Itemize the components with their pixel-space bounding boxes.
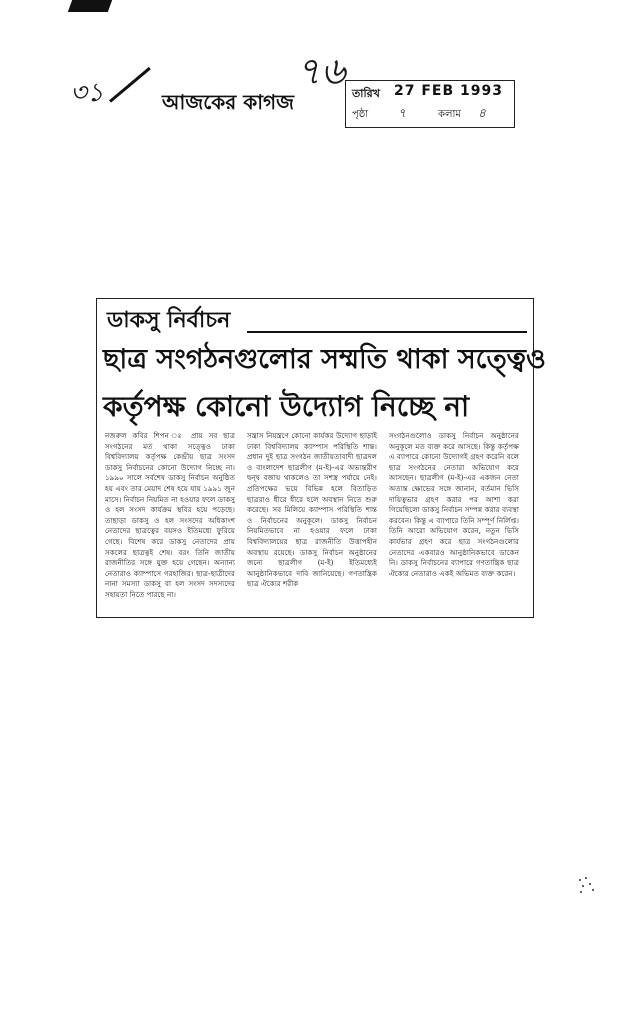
stamp-date-label: তারিখ	[352, 87, 380, 100]
newspaper-name: আজকের কাগজ	[162, 90, 295, 114]
stamp-page-label: পৃষ্ঠা	[352, 109, 369, 120]
stamp-column-value: ৪	[478, 106, 486, 120]
scan-ink-mark	[68, 0, 112, 12]
stamp-column-label: কলাম	[438, 109, 461, 120]
news-clipping	[96, 298, 546, 618]
article-column-2: সন্ত্রাস নিয়ন্ত্রণে কোনো কার্যকর উদ্যোগ ছাড়াই ঢাকা বিশ্ববিদ্যালয় ক্যাম্পাস পরিস্থিতি শান্ত। প্রধান দুই ছাত্র সংগঠন জাতীয়তাবাদী ছাত্রদল ও বাংলাদেশ ছাত্রলীগ (ম-ই)-এর অভ্যন্তরীণ দ্বন্দ্ব বজায় থাকলেও তা সশস্ত্র পর্যায়ে নেই। প্রতিপক্ষের ভয়ে বিভিন্ন হলে বিতাড়িত ছাত্ররাও ধীরে ধীরে হলে অবস্থান নিতে শুরু করেছে। সব মিলিয়ে ক্যাম্পাস পরিস্থিতি শান্ত ও নির্বাচনের অনুকূলে। ডাকসু নির্বাচন নিয়মিতভাবে না হওয়ার ফলে ঢাকা বিশ্ববিদ্যালয়ের ছাত্র রাজনীতি উত্তাপহীন অবস্থায় রয়েছে। ডাকসু নির্বাচন অনুষ্ঠানের জন্যে ছাত্রলীগ (ম-ই) ইতিমধ্যেই আনুষ্ঠানিকভাবে দাবি জানিয়েছে। গণতান্ত্রিক ছাত্র ঐক্যের শরীক	[247, 431, 377, 589]
handwritten-index-number: ৩১	[70, 78, 104, 108]
handwritten-slash	[109, 67, 151, 103]
headline-line-2: কর্তৃপক্ষ কোনো উদ্যোগ নিচ্ছে না	[103, 390, 470, 423]
stamp-page-value: ৭	[398, 106, 406, 120]
kicker-rule	[247, 331, 527, 333]
date-stamp	[345, 80, 515, 128]
article-column-1: নজরুল কবির শিপন ঃ প্রায় সব ছাত্র সংগঠনের মত থাকা সত্ত্বেও ঢাকা বিশ্ববিদ্যালয় কর্তৃপক্ষ কেন্দ্রীয় ছাত্র সংসদ ডাকসু নির্বাচনের কোনো উদ্যোগ নিচ্ছে না। ১৯৯০ সালে সর্বশেষ ডাকসু নির্বাচন অনুষ্ঠিত হয় এবং তার মেয়াদ শেষ হয়ে যায় ১৯৯১ জুন মাসে। নির্বাচন নিয়মিত না হওয়ার ফলে ডাকসু ও হল সংসদ কার্যক্রম স্থবির হয়ে পড়েছে। তাছাড়া ডাকসু ও হল সংসদের অধিকাংশ নেতাদের ছাত্রত্বের বয়সও ইতিমধ্যে ফুরিয়ে গেছে। বিশেষ করে ডাকসু নেতাদের প্রায় সকলের ছাত্রত্বই শেষ। বরং তিনি জাতীয় রাজনীতির সঙ্গে যুক্ত হয়ে গেছেন। অন্যান্য নেতারাও ক্যাম্পাসে গরহাজির। ছাত্র-ছাত্রীদের নানা সমস্যা ডাকসু বা হল সংসদ সদস্যদের সহায়তা নিতে পারছে না।	[105, 431, 235, 599]
article-kicker: ডাকসু নির্বাচন	[107, 308, 231, 333]
headline-line-1: ছাত্র সংগঠনগুলোর সম্মতি থাকা সত্ত্বেও	[103, 344, 546, 375]
stamp-date: 27 FEB 1993	[394, 83, 503, 99]
handwritten-page-number: ৭৬	[296, 49, 346, 93]
article-column-3: সংগঠনগুলোও ডাকসু নির্বাচন অনুষ্ঠানের অনুকূলে মত ব্যক্ত করে আসছে। কিন্তু কর্তৃপক্ষ এ ব্যাপারে কোনো উদ্যোগই গ্রহণ করেনি বলে ছাত্র সংগঠনের নেতারা অভিযোগ করে আসছেন। ছাত্রলীগ (ম-ই)-এর একজন নেতা অত্যন্ত ক্ষোভের সঙ্গে জানান, বর্তমান ভিসি দায়িত্বভার গ্রহণ করার পর আশা করা গিয়েছিলো ডাকসু নির্বাচন সম্পন্ন করার ব্যবস্থা করবেন। কিন্তু এ ব্যাপারে তিনি সম্পূর্ণ নির্লিপ্ত। তিনি আরো অভিযোগ করেন, নতুন ভিসি কার্যভার গ্রহণ করে ছাত্র সংগঠনগুলোর নেতাদের একবারও আনুষ্ঠানিকভাবে ডাকেন নি। ডাকসু নির্বাচনের ব্যাপারে গণতান্ত্রিক ছাত্র ঐক্যের নেতারাও একই অভিমত ব্যক্ত করেন।	[389, 431, 519, 578]
scan-speckle	[577, 876, 595, 894]
